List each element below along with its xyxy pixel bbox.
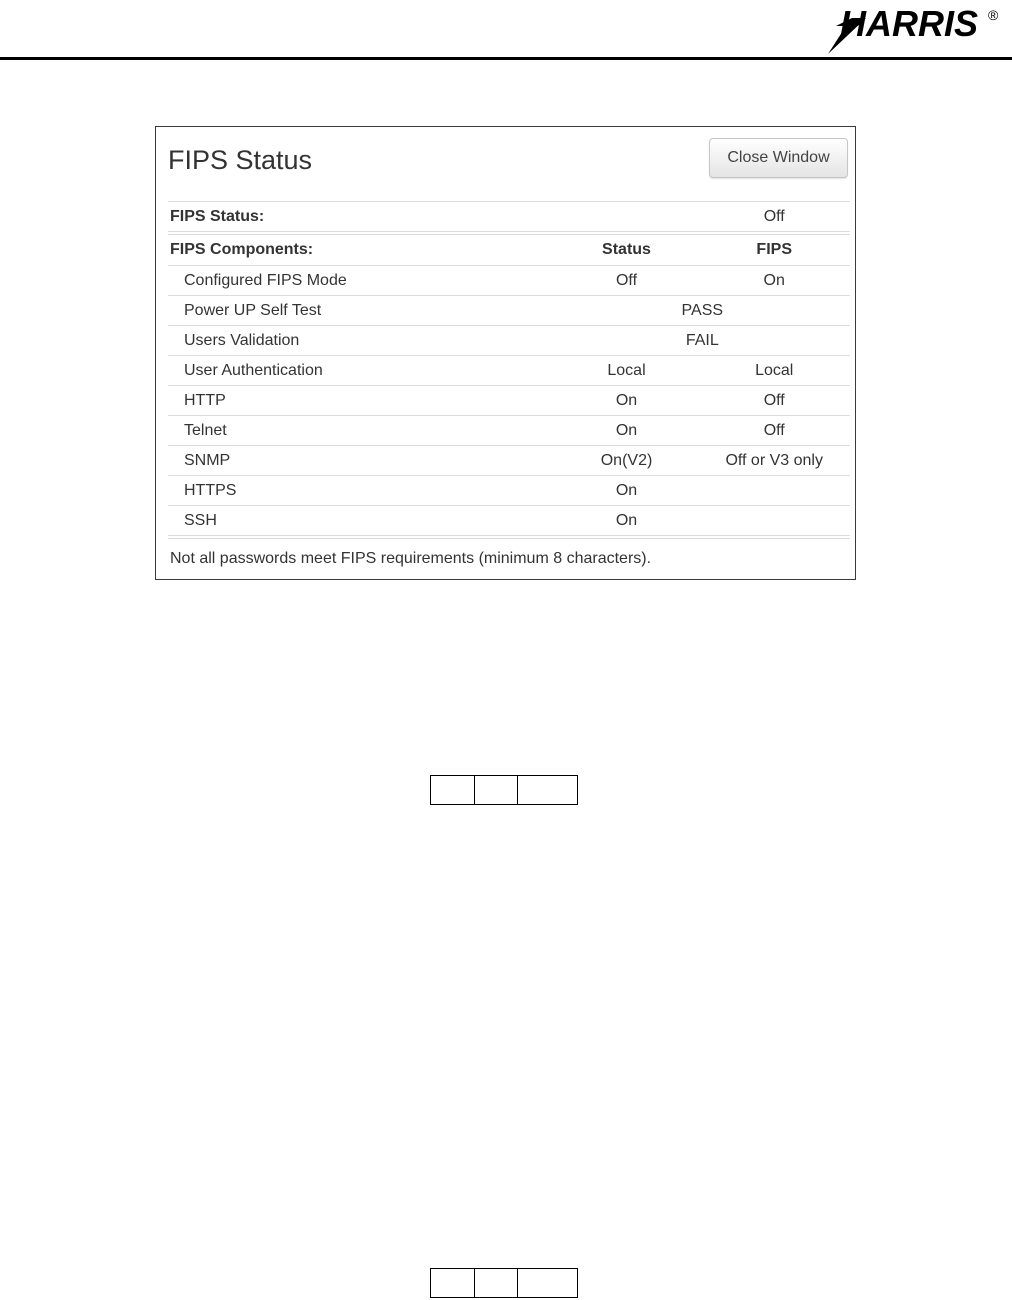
component-status: Off xyxy=(555,266,699,296)
empty-cell-box xyxy=(430,1268,578,1298)
components-header-row xyxy=(168,233,850,266)
component-status: On(V2) xyxy=(555,446,699,476)
component-fips: Local xyxy=(698,356,850,386)
table-row xyxy=(168,446,850,476)
table-row xyxy=(168,386,850,416)
logo-registered-mark: ® xyxy=(988,7,999,23)
component-status: On xyxy=(555,386,699,416)
table-row xyxy=(168,506,850,538)
component-name: Users Validation xyxy=(168,326,555,356)
component-status: On xyxy=(555,506,699,538)
fips-column-header: FIPS xyxy=(698,233,850,266)
status-column-header: Status xyxy=(555,233,699,266)
dialog-title: FIPS Status xyxy=(168,145,313,175)
component-status: On xyxy=(555,476,699,506)
logo-wordmark: HARRIS xyxy=(840,3,979,44)
empty-cell-box xyxy=(430,775,578,805)
table-row xyxy=(168,476,850,506)
header-rule xyxy=(0,57,1012,60)
component-fips: On xyxy=(698,266,850,296)
fips-status-dialog xyxy=(155,126,856,580)
components-header-label: FIPS Components: xyxy=(168,233,555,266)
component-fips: Off or V3 only xyxy=(698,446,850,476)
component-status: On xyxy=(555,416,699,446)
component-fips xyxy=(698,506,850,538)
component-status: Local xyxy=(555,356,699,386)
fips-status-row xyxy=(168,202,850,234)
component-fips: Off xyxy=(698,386,850,416)
component-name: Telnet xyxy=(168,416,555,446)
harris-logo-graphic xyxy=(814,0,1004,56)
component-result: FAIL xyxy=(555,326,850,356)
password-footnote: Not all passwords meet FIPS requirements (minimum 8 characters). xyxy=(170,550,652,567)
harris-logo xyxy=(814,0,1004,56)
close-window-button[interactable]: Close Window xyxy=(709,138,848,178)
component-fips: Off xyxy=(698,416,850,446)
table-row xyxy=(168,356,850,386)
table-row xyxy=(168,266,850,296)
component-name: Configured FIPS Mode xyxy=(168,266,555,296)
fips-table xyxy=(168,201,850,539)
component-name: SNMP xyxy=(168,446,555,476)
component-name: HTTP xyxy=(168,386,555,416)
component-name: HTTPS xyxy=(168,476,555,506)
component-name: Power UP Self Test xyxy=(168,296,555,326)
table-row xyxy=(168,416,850,446)
table-row xyxy=(168,296,850,326)
component-name: User Authentication xyxy=(168,356,555,386)
table-row xyxy=(168,326,850,356)
component-fips xyxy=(698,476,850,506)
component-result: PASS xyxy=(555,296,850,326)
page-header xyxy=(0,0,1012,62)
component-name: SSH xyxy=(168,506,555,538)
fips-status-value: Off xyxy=(698,202,850,234)
fips-status-label: FIPS Status: xyxy=(168,202,555,234)
